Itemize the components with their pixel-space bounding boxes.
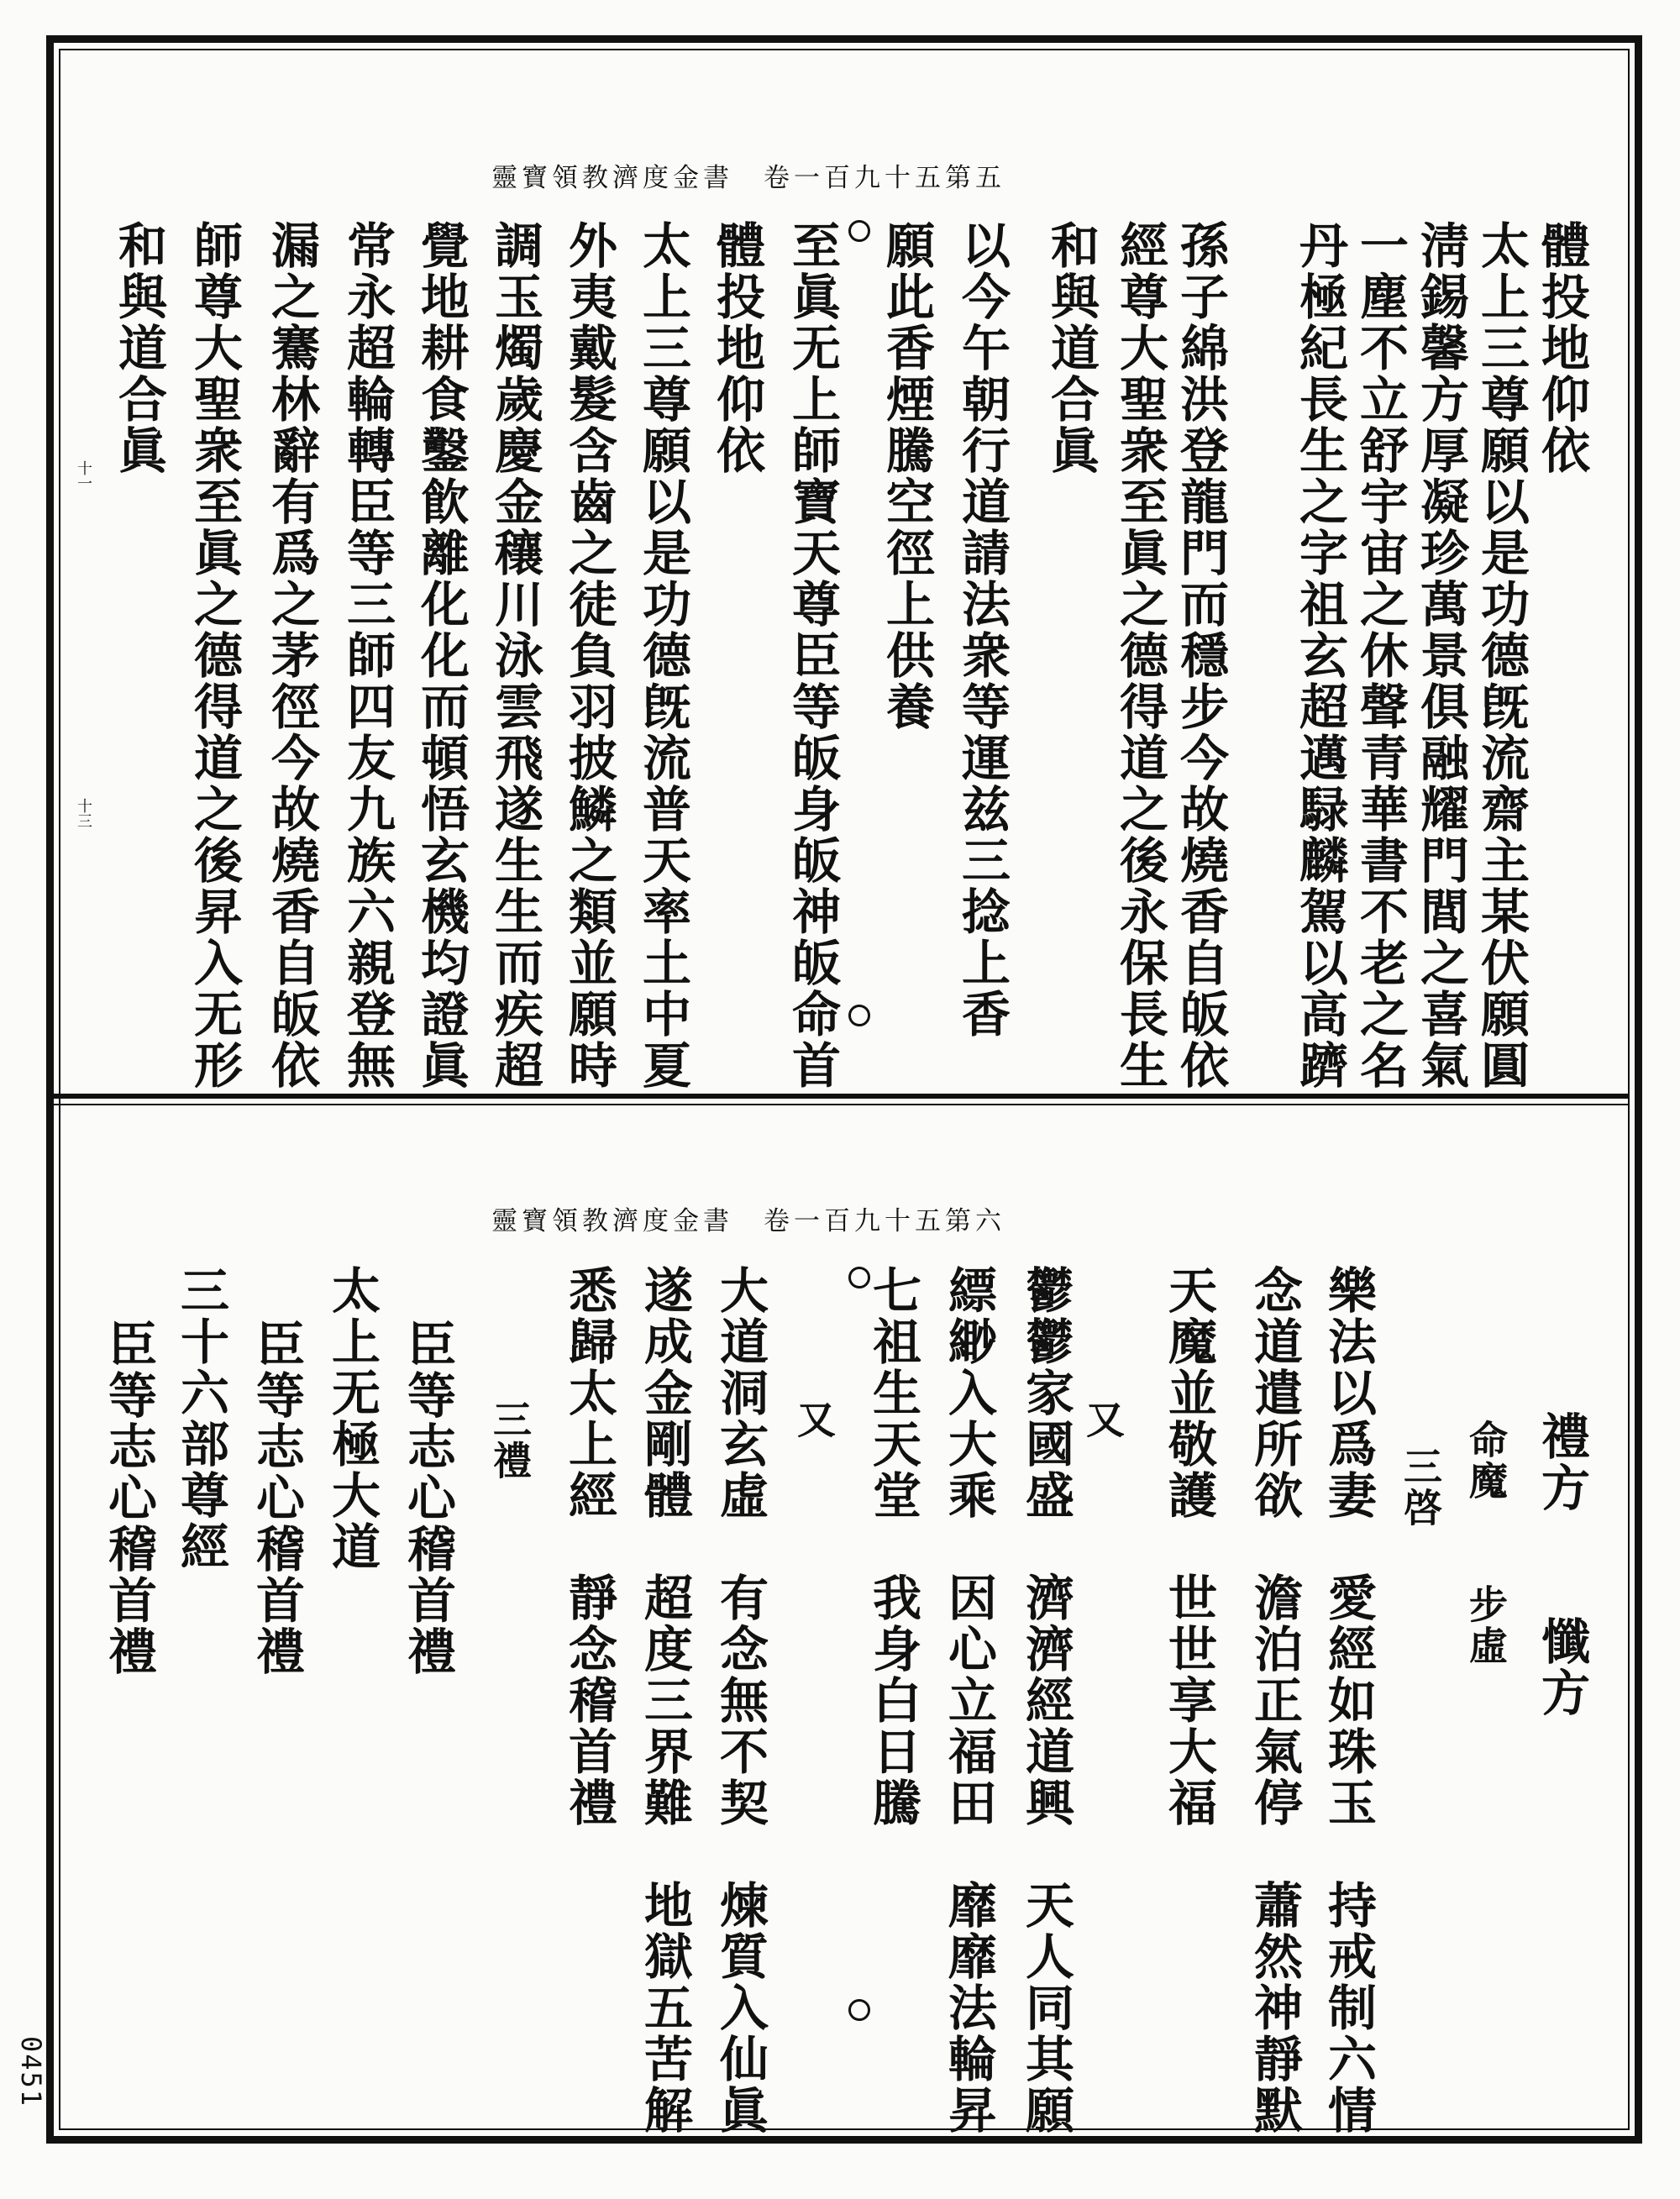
bot-col-19: 三十六部尊經 xyxy=(172,1265,229,1572)
top-panel-header: 靈寶領教濟度金書 卷一百九十五第五 xyxy=(491,163,1005,193)
bot-col-2: 命魔 步虛 xyxy=(1463,1420,1509,1666)
top-col-15: 調玉燭歲慶金穰川泳雲飛遂生生而疾超 xyxy=(486,220,543,1091)
top-col-18: 漏之騫林辭有爲之茅徑今故燒香自皈依 xyxy=(263,220,320,1091)
bot-col-13: 遂成金剛體 超度三界難 地獄五苦解 xyxy=(636,1265,693,2136)
section-marker xyxy=(848,220,870,242)
bot-col-11: 又 xyxy=(791,1399,837,1441)
top-col-3: 淸錫馨方厚凝珍萬景俱融耀門閭之喜氣 xyxy=(1412,220,1469,1091)
bot-col-8: 鬱鬱家國盛 濟濟經道興 天人同其願 xyxy=(1017,1265,1074,2136)
section-marker xyxy=(848,1267,870,1288)
bot-col-12: 大道洞玄虛 有念無不契 煉質入仙眞 xyxy=(711,1265,769,2136)
top-col-2: 太上三尊願以是功德旣流齋主某伏願圓 xyxy=(1473,220,1530,1091)
bot-col-9: 縹緲入大乘 因心立福田 靡靡法輪昇 xyxy=(940,1265,997,2136)
bot-col-18: 臣等志心稽首禮 xyxy=(248,1319,305,1677)
bot-col-14: 悉歸太上經 靜念稽首禮 xyxy=(560,1265,617,1829)
bot-col-6: 天魔並敬護 世世享大福 xyxy=(1160,1265,1217,1829)
bot-col-15: 三禮 xyxy=(487,1399,533,1482)
bot-col-16: 臣等志心稽首禮 xyxy=(399,1319,456,1677)
panel-divider xyxy=(54,1094,1630,1099)
top-col-17: 常永超輪轉臣等三師四友九族六親登無 xyxy=(339,220,396,1091)
margin-note: 十三 xyxy=(75,798,92,828)
section-marker xyxy=(848,1005,870,1026)
top-col-19: 師尊大聖衆至眞之德得道之後昇入无形 xyxy=(186,220,243,1091)
bot-col-4: 樂法以爲妻 愛經如珠玉 持戒制六情 xyxy=(1320,1265,1377,2136)
bot-col-17: 太上无極大道 xyxy=(323,1265,381,1572)
top-col-8: 和與道合眞 xyxy=(1042,220,1100,476)
top-col-6: 孫子綿洪登龍門而穩步今故燒香自皈依 xyxy=(1172,220,1229,1091)
margin-note: 十一 xyxy=(75,460,92,491)
panel-divider-thin xyxy=(54,1104,1630,1105)
bot-col-3: 三啓 xyxy=(1398,1446,1443,1529)
page-number: 0451 xyxy=(15,2036,47,2108)
top-col-13: 太上三尊願以是功德旣流普天率土中夏 xyxy=(634,220,691,1091)
bottom-panel-header: 靈寶領教濟度金書 卷一百九十五第六 xyxy=(491,1206,1005,1236)
bot-col-10: 七祖生天堂 我身白日騰 xyxy=(864,1265,921,1829)
top-col-7: 經尊大聖衆至眞之德得道之後永保長生 xyxy=(1111,220,1168,1091)
top-col-4: 一塵不立舒宇宙之休聲青華書不老之名 xyxy=(1352,220,1409,1091)
bot-col-1: 禮方 懺方 xyxy=(1533,1411,1590,1719)
bot-col-7: 又 xyxy=(1080,1399,1126,1441)
section-marker xyxy=(848,1999,870,2021)
top-col-5: 丹極紀長生之字祖玄超邁騄麟駕以高躋 xyxy=(1291,220,1348,1091)
top-col-1: 體投地仰依 xyxy=(1533,220,1590,476)
top-col-20: 和與道合眞 xyxy=(110,220,167,476)
top-col-14: 外夷戴髮含齒之徒負羽披鱗之類並願時 xyxy=(560,220,617,1091)
bot-col-5: 念道遣所欲 澹泊正氣停 蕭然神靜默 xyxy=(1246,1265,1303,2136)
top-col-12: 體投地仰依 xyxy=(708,220,765,476)
top-col-10: 願此香煙騰空徑上供養 xyxy=(878,220,935,732)
top-col-16: 覺地耕食鑿飮離化化而頓悟玄機均證眞 xyxy=(412,220,470,1091)
top-col-9: 以今午朝行道請法衆等運兹三捻上香 xyxy=(953,220,1011,1040)
bot-col-20: 臣等志心稽首禮 xyxy=(100,1319,157,1677)
top-col-11: 至眞无上師寶天尊臣等皈身皈神皈命首 xyxy=(784,220,841,1091)
